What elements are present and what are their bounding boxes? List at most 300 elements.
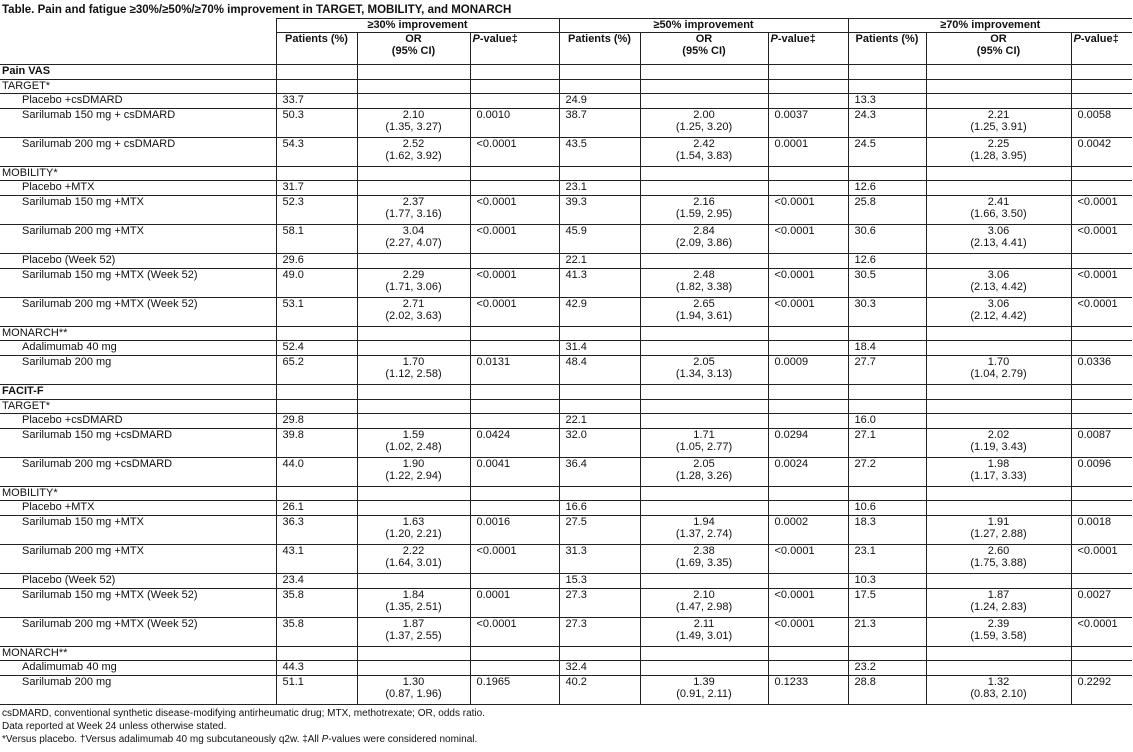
patients-cell: 30.6 xyxy=(848,224,926,253)
or-value: 2.11 xyxy=(693,617,715,630)
or-ci-cell xyxy=(640,544,768,573)
footnote-symbols xyxy=(2,734,477,746)
pvalue-header xyxy=(1071,32,1132,64)
empty-cell xyxy=(1071,399,1132,413)
patients-cell: 22.1 xyxy=(559,413,640,428)
or-ci-cell xyxy=(640,457,768,486)
study-label-row xyxy=(0,486,1132,500)
patients-cell: 12.6 xyxy=(848,180,926,195)
study-label-row xyxy=(0,399,1132,413)
empty-cell xyxy=(640,326,768,340)
table-row xyxy=(0,108,1132,137)
pvalue-cell: 0.0087 xyxy=(1071,428,1132,457)
or-value: 2.02 xyxy=(987,428,1010,441)
treatment-label: Sarilumab 150 mg +MTX (Week 52) xyxy=(22,268,198,281)
or-value: 2.37 xyxy=(402,195,425,208)
section-label: FACIT-F xyxy=(2,384,44,397)
table-row xyxy=(0,253,1132,268)
empty-cell xyxy=(1071,64,1132,79)
or-ci-cell xyxy=(926,137,1071,166)
study-label: MONARCH** xyxy=(2,646,68,659)
empty-cell xyxy=(559,64,640,79)
patients-cell: 27.1 xyxy=(848,428,926,457)
treatment-label: Sarilumab 150 mg +MTX xyxy=(22,195,144,208)
or-ci-cell xyxy=(926,573,1071,588)
ci-value: (1.28, 3.95) xyxy=(970,150,1027,162)
or-ci-cell xyxy=(640,588,768,617)
pvalue-cell xyxy=(768,253,848,268)
empty-cell xyxy=(848,399,926,413)
ci-value: (1.82, 3.38) xyxy=(675,281,733,293)
or-header-line2: (95% CI) xyxy=(391,45,436,57)
patients-cell: 27.3 xyxy=(559,617,640,646)
or-value: 2.48 xyxy=(693,268,715,281)
or-ci-cell xyxy=(357,573,470,588)
or-value: 1.90 xyxy=(402,457,425,470)
pvalue-cell: <0.0001 xyxy=(470,268,559,297)
ci-value: (1.69, 3.35) xyxy=(675,557,733,569)
empty-cell xyxy=(470,399,559,413)
patients-cell: 27.3 xyxy=(559,588,640,617)
table-row xyxy=(0,297,1132,326)
patients-cell: 39.8 xyxy=(276,428,357,457)
pvalue-header-p: P xyxy=(472,32,480,45)
treatment-label: Sarilumab 200 mg +csDMARD xyxy=(22,457,173,470)
patients-cell: 18.3 xyxy=(848,515,926,544)
empty-cell xyxy=(768,399,848,413)
or-ci-cell xyxy=(357,137,470,166)
ci-value: (1.04, 2.79) xyxy=(970,368,1027,380)
pvalue-cell xyxy=(1071,573,1132,588)
table-row xyxy=(0,573,1132,588)
pvalue-cell: 0.0024 xyxy=(768,457,848,486)
ci-value: (1.94, 3.61) xyxy=(675,310,733,322)
pvalue-cell xyxy=(768,413,848,428)
empty-cell xyxy=(926,384,1071,399)
empty-cell xyxy=(848,166,926,180)
or-value: 1.70 xyxy=(402,355,425,368)
table-row xyxy=(0,340,1132,355)
empty-cell xyxy=(848,486,926,500)
or-ci-cell xyxy=(640,93,768,108)
table-row xyxy=(0,617,1132,646)
or-ci-cell xyxy=(357,660,470,675)
empty-cell xyxy=(926,646,1071,660)
pvalue-cell xyxy=(470,253,559,268)
ci-value: (1.37, 2.55) xyxy=(385,630,442,642)
empty-cell xyxy=(848,79,926,93)
ci-value: (1.66, 3.50) xyxy=(970,208,1027,220)
ci-value: (0.91, 2.11) xyxy=(676,688,732,700)
or-ci-cell xyxy=(926,180,1071,195)
patients-cell: 31.7 xyxy=(276,180,357,195)
empty-cell xyxy=(470,166,559,180)
patients-cell: 13.3 xyxy=(848,93,926,108)
pvalue-cell: 0.0131 xyxy=(470,355,559,384)
ci-value: (1.28, 3.26) xyxy=(675,470,733,482)
pvalue-cell xyxy=(1071,340,1132,355)
pvalue-cell: <0.0001 xyxy=(1071,195,1132,224)
or-header-line1: OR xyxy=(695,32,713,45)
patients-cell: 43.1 xyxy=(276,544,357,573)
pvalue-cell xyxy=(470,340,559,355)
or-ci-cell xyxy=(926,340,1071,355)
or-value: 1.94 xyxy=(693,515,715,528)
patients-cell: 40.2 xyxy=(559,675,640,704)
empty-cell xyxy=(848,64,926,79)
pvalue-cell: <0.0001 xyxy=(1071,297,1132,326)
or-ci-cell xyxy=(357,500,470,515)
empty-cell xyxy=(559,399,640,413)
footnote-p-italic: P xyxy=(321,734,329,745)
pvalue-cell xyxy=(768,660,848,675)
pvalue-cell xyxy=(1071,500,1132,515)
patients-cell: 35.8 xyxy=(276,617,357,646)
empty-cell xyxy=(276,326,357,340)
footnote-data-note: Data reported at Week 24 unless otherwise stated. xyxy=(2,721,227,732)
patients-cell: 54.3 xyxy=(276,137,357,166)
patients-cell: 24.3 xyxy=(848,108,926,137)
table-row xyxy=(0,413,1132,428)
empty-cell xyxy=(926,399,1071,413)
pvalue-cell xyxy=(768,500,848,515)
or-ci-cell xyxy=(357,675,470,704)
or-ci-cell xyxy=(357,457,470,486)
section-label: Pain VAS xyxy=(2,64,51,77)
or-value: 2.84 xyxy=(693,224,715,237)
pvalue-header-suffix: -value‡ xyxy=(777,32,816,45)
pvalue-cell xyxy=(470,413,559,428)
patients-cell: 23.1 xyxy=(848,544,926,573)
empty-cell xyxy=(276,79,357,93)
table-row xyxy=(0,180,1132,195)
empty-cell xyxy=(470,326,559,340)
patients-cell: 16.6 xyxy=(559,500,640,515)
pvalue-cell: <0.0001 xyxy=(470,544,559,573)
pvalue-cell: <0.0001 xyxy=(1071,224,1132,253)
empty-cell xyxy=(848,646,926,660)
ci-value: (1.17, 3.33) xyxy=(970,470,1027,482)
patients-header: Patients (%) xyxy=(276,32,357,64)
or-value: 3.06 xyxy=(987,224,1010,237)
empty-cell xyxy=(276,399,357,413)
or-ci-cell xyxy=(926,617,1071,646)
pvalue-cell: <0.0001 xyxy=(470,297,559,326)
section-label-row xyxy=(0,384,1132,399)
or-ci-cell xyxy=(926,297,1071,326)
or-ci-cell xyxy=(640,573,768,588)
patients-header: Patients (%) xyxy=(848,32,926,64)
pvalue-cell xyxy=(470,93,559,108)
or-ci-cell xyxy=(640,355,768,384)
footnote-adalimumab: †Versus adalimumab 40 mg subcutaneously q2w. xyxy=(79,734,303,745)
table-row xyxy=(0,195,1132,224)
or-ci-cell xyxy=(640,340,768,355)
empty-cell xyxy=(848,326,926,340)
or-ci-cell xyxy=(640,137,768,166)
ci-value: (1.27, 2.88) xyxy=(970,528,1027,540)
or-value: 1.87 xyxy=(402,617,425,630)
section-label-row xyxy=(0,64,1132,79)
ci-value: (1.20, 2.21) xyxy=(385,528,442,540)
footnote-placebo: *Versus placebo. xyxy=(2,734,80,745)
patients-cell: 27.5 xyxy=(559,515,640,544)
or-ci-cell xyxy=(926,195,1071,224)
pvalue-cell: 0.0058 xyxy=(1071,108,1132,137)
empty-cell xyxy=(276,486,357,500)
results-table xyxy=(0,18,1132,705)
or-ci-cell xyxy=(926,675,1071,704)
treatment-label: Sarilumab 200 mg + csDMARD xyxy=(22,137,176,150)
treatment-label: Sarilumab 200 mg +MTX xyxy=(22,544,144,557)
empty-cell xyxy=(357,399,470,413)
patients-cell: 32.4 xyxy=(559,660,640,675)
or-value: 1.39 xyxy=(693,675,715,688)
pvalue-cell: 0.0096 xyxy=(1071,457,1132,486)
or-ci-cell xyxy=(926,413,1071,428)
pvalue-cell: <0.0001 xyxy=(768,195,848,224)
patients-cell: 12.6 xyxy=(848,253,926,268)
pvalue-cell: <0.0001 xyxy=(470,617,559,646)
study-label-row xyxy=(0,79,1132,93)
or-header-line1: OR xyxy=(405,32,422,45)
or-ci-cell xyxy=(357,180,470,195)
empty-cell xyxy=(768,64,848,79)
empty-cell xyxy=(276,384,357,399)
empty-cell xyxy=(276,646,357,660)
ci-value: (2.13, 4.42) xyxy=(970,281,1027,293)
treatment-label: Sarilumab 200 mg +MTX xyxy=(22,224,144,237)
or-ci-cell xyxy=(926,660,1071,675)
or-ci-cell xyxy=(357,515,470,544)
patients-cell: 42.9 xyxy=(559,297,640,326)
or-header-line1: OR xyxy=(990,32,1007,45)
or-ci-cell xyxy=(926,253,1071,268)
or-ci-cell xyxy=(926,588,1071,617)
or-value: 1.71 xyxy=(693,428,715,441)
or-value: 3.06 xyxy=(987,297,1010,310)
footnote-abbreviations: csDMARD, conventional synthetic disease-modifying antirheumatic drug; MTX, methotrexate; OR, odds ratio. xyxy=(2,708,485,719)
or-header-line2: (95% CI) xyxy=(682,45,726,57)
or-ci-cell xyxy=(640,515,768,544)
empty-cell xyxy=(470,486,559,500)
patients-cell: 32.0 xyxy=(559,428,640,457)
patients-cell: 39.3 xyxy=(559,195,640,224)
patients-cell: 52.3 xyxy=(276,195,357,224)
patients-cell: 38.7 xyxy=(559,108,640,137)
patients-cell: 23.1 xyxy=(559,180,640,195)
or-value: 2.25 xyxy=(987,137,1010,150)
pvalue-cell: 0.0336 xyxy=(1071,355,1132,384)
or-value: 2.05 xyxy=(693,355,715,368)
or-ci-cell xyxy=(357,93,470,108)
or-ci-cell xyxy=(926,268,1071,297)
patients-cell: 24.5 xyxy=(848,137,926,166)
patients-cell: 36.4 xyxy=(559,457,640,486)
or-value: 2.29 xyxy=(402,268,425,281)
or-value: 3.06 xyxy=(987,268,1010,281)
or-ci-cell xyxy=(640,500,768,515)
ci-value: (2.13, 4.41) xyxy=(970,237,1027,249)
or-value: 2.71 xyxy=(402,297,425,310)
pvalue-cell xyxy=(470,180,559,195)
patients-cell: 43.5 xyxy=(559,137,640,166)
empty-cell xyxy=(768,384,848,399)
pvalue-cell: 0.0294 xyxy=(768,428,848,457)
patients-cell: 22.1 xyxy=(559,253,640,268)
ci-value: (1.35, 3.27) xyxy=(385,121,442,133)
or-ci-cell xyxy=(640,413,768,428)
or-ci-cell xyxy=(640,268,768,297)
or-ci-cell xyxy=(640,660,768,675)
pvalue-cell xyxy=(768,93,848,108)
ci-value: (2.09, 3.86) xyxy=(675,237,733,249)
empty-cell xyxy=(470,384,559,399)
empty-cell xyxy=(276,64,357,79)
pvalue-cell: 0.0010 xyxy=(470,108,559,137)
or-value: 2.38 xyxy=(693,544,715,557)
patients-cell: 31.3 xyxy=(559,544,640,573)
treatment-label: Placebo (Week 52) xyxy=(22,253,116,266)
pvalue-cell: 0.1233 xyxy=(768,675,848,704)
pvalue-cell xyxy=(470,573,559,588)
or-ci-cell xyxy=(926,108,1071,137)
or-ci-cell xyxy=(640,617,768,646)
study-label: TARGET* xyxy=(2,79,51,92)
patients-cell: 25.8 xyxy=(848,195,926,224)
patients-cell: 18.4 xyxy=(848,340,926,355)
empty-cell xyxy=(559,326,640,340)
treatment-label: Sarilumab 150 mg +MTX xyxy=(22,515,144,528)
ci-value: (1.59, 3.58) xyxy=(970,630,1027,642)
patients-cell: 53.1 xyxy=(276,297,357,326)
patients-cell: 45.9 xyxy=(559,224,640,253)
pvalue-cell xyxy=(768,573,848,588)
pvalue-cell xyxy=(768,340,848,355)
pvalue-cell xyxy=(768,180,848,195)
patients-cell: 28.8 xyxy=(848,675,926,704)
patients-cell: 21.3 xyxy=(848,617,926,646)
ci-value: (1.12, 2.58) xyxy=(385,368,442,380)
or-ci-cell xyxy=(357,340,470,355)
pvalue-cell xyxy=(1071,93,1132,108)
or-ci-cell xyxy=(640,253,768,268)
pvalue-cell: 0.0037 xyxy=(768,108,848,137)
or-value: 1.63 xyxy=(402,515,425,528)
study-label: MOBILITY* xyxy=(2,486,58,499)
or-ci-cell xyxy=(357,355,470,384)
group-header-70: ≥70% improvement xyxy=(848,19,1132,33)
treatment-label: Placebo +csDMARD xyxy=(22,413,123,426)
ci-value: (1.19, 3.43) xyxy=(970,441,1027,453)
pvalue-cell xyxy=(1071,413,1132,428)
pvalue-cell: <0.0001 xyxy=(470,224,559,253)
or-value: 2.41 xyxy=(987,195,1010,208)
ci-value: (2.02, 3.63) xyxy=(385,310,442,322)
ci-value: (1.47, 2.98) xyxy=(675,601,733,613)
or-value: 2.16 xyxy=(693,195,715,208)
ci-value: (1.05, 2.77) xyxy=(675,441,733,453)
patients-cell: 50.3 xyxy=(276,108,357,137)
or-value: 1.32 xyxy=(987,675,1010,688)
pvalue-cell: <0.0001 xyxy=(470,137,559,166)
or-ci-cell xyxy=(357,428,470,457)
pvalue-header xyxy=(768,32,848,64)
or-ci-cell xyxy=(357,588,470,617)
study-label: MOBILITY* xyxy=(2,166,58,179)
empty-cell xyxy=(640,399,768,413)
or-ci-cell xyxy=(926,515,1071,544)
or-ci-cell xyxy=(357,268,470,297)
or-ci-cell xyxy=(357,413,470,428)
patients-cell: 33.7 xyxy=(276,93,357,108)
pvalue-cell: 0.0001 xyxy=(768,137,848,166)
or-ci-cell xyxy=(357,297,470,326)
treatment-label: Sarilumab 150 mg +csDMARD xyxy=(22,428,173,441)
study-label-row xyxy=(0,166,1132,180)
empty-cell xyxy=(470,64,559,79)
or-value: 1.70 xyxy=(987,355,1010,368)
empty-cell xyxy=(926,79,1071,93)
patients-cell: 58.1 xyxy=(276,224,357,253)
patients-cell: 31.4 xyxy=(559,340,640,355)
empty-cell xyxy=(926,166,1071,180)
empty-cell xyxy=(1071,326,1132,340)
pvalue-cell: 0.0016 xyxy=(470,515,559,544)
empty-cell xyxy=(357,166,470,180)
patients-cell: 49.0 xyxy=(276,268,357,297)
study-label-row xyxy=(0,326,1132,340)
table-row xyxy=(0,137,1132,166)
or-header xyxy=(640,32,768,64)
table-row xyxy=(0,544,1132,573)
ci-value: (1.77, 3.16) xyxy=(385,208,442,220)
pvalue-cell: 0.0009 xyxy=(768,355,848,384)
table-row xyxy=(0,515,1132,544)
empty-cell xyxy=(559,79,640,93)
empty-cell xyxy=(640,166,768,180)
pvalue-cell xyxy=(470,660,559,675)
ci-value: (1.02, 2.48) xyxy=(385,441,442,453)
study-label-row xyxy=(0,646,1132,660)
pvalue-cell xyxy=(1071,660,1132,675)
ci-value: (1.35, 2.51) xyxy=(385,601,442,613)
table-row xyxy=(0,457,1132,486)
pvalue-cell: 0.1965 xyxy=(470,675,559,704)
ci-value: (1.37, 2.74) xyxy=(675,528,733,540)
or-value: 3.04 xyxy=(402,224,425,237)
or-ci-cell xyxy=(640,297,768,326)
pvalue-cell: 0.0018 xyxy=(1071,515,1132,544)
patients-cell: 24.9 xyxy=(559,93,640,108)
empty-cell xyxy=(640,64,768,79)
or-ci-cell xyxy=(926,544,1071,573)
empty-cell xyxy=(768,166,848,180)
empty-cell xyxy=(768,326,848,340)
or-ci-cell xyxy=(926,93,1071,108)
ci-value: (1.25, 3.20) xyxy=(675,121,733,133)
ci-value: (1.54, 3.83) xyxy=(675,150,733,162)
pvalue-cell: <0.0001 xyxy=(470,195,559,224)
table-row xyxy=(0,355,1132,384)
treatment-label: Placebo +MTX xyxy=(22,180,95,193)
patients-header: Patients (%) xyxy=(559,32,640,64)
header-blank xyxy=(0,32,276,64)
study-label: MONARCH** xyxy=(2,326,68,339)
table-row xyxy=(0,588,1132,617)
ci-value: (1.24, 2.83) xyxy=(970,601,1027,613)
footnote-nominal-suffix: -values were considered nominal. xyxy=(328,734,478,745)
